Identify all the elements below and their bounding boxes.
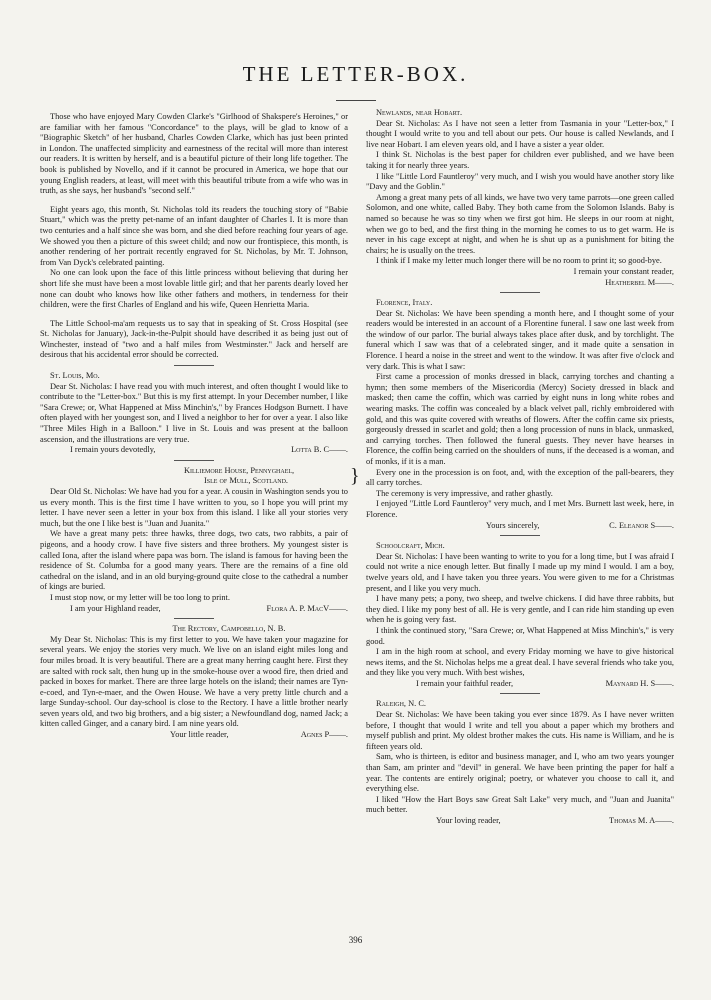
separator-rule xyxy=(174,618,214,619)
letter-body: Dear St. Nicholas: We have been taking you ever since 1879. As I have never written before, I thought that would I write and tell you about a paper which my brothers and myself publish and print. My oldest brother makes the cuts. His name is William, and he is fifteen years old. xyxy=(366,710,674,751)
letter-body: I liked "How the Hart Boys saw Great Salt Lake" very much, and "Juan and Juanita" much better. xyxy=(366,794,674,815)
letter-body: Dear St. Nicholas: We have been spending a month here, and I thought some of your readers would be interested in an account of a Florentine funeral. I saw one last week from the window of our parlor. The burial always takes place after dusk, and by torchlight. The funeral which I saw was that of a celebrated singer, and it made quite a sensation in Florence. I heard a noise in the street and went to the window. It was after five o'clock and very dark. This is what I saw: xyxy=(366,308,674,371)
letter xyxy=(366,699,674,826)
letter xyxy=(366,298,674,531)
letter-signature-row xyxy=(40,730,348,741)
letter-closing: I remain yours devotedly, xyxy=(70,445,156,455)
letter-closing: Your little reader, xyxy=(170,730,229,740)
letter-body: We have a great many pets: three hawks, three dogs, two cats, two rabbits, a pair of pigeons, and a hoody crow. I have five sisters and three brothers. My youngest sister is called Iona, after the island where papa was born. The island is famous for having been the residence of St. Columba for a good many years. There are the remains of a fine old cathedral on the island, and in an old burying-ground quite close to the cathedral a number of kings are buried. xyxy=(40,529,348,592)
letter-body: I like "Little Lord Fauntleroy" very much, and I wish you would have another story like "Davy and the Goblin." xyxy=(366,171,674,192)
letter xyxy=(40,464,360,614)
letter-body: Among a great many pets of all kinds, we have two very tame parrots—one green called Solomon, and one white, called Baby. They both came from the Solomon Islands. Baby is named so because he was so tiny when we first got him. He sleeps in our room at night, when we go to bed, and the first thing in the morning he comes to us to get warm. He is never in his cage except at night, and when he is shut up as a punishment for biting the chairs; he is usually on the trees. xyxy=(366,192,674,255)
letter-body: The ceremony is very impressive, and rather ghastly. xyxy=(376,488,553,498)
letter-body: First came a procession of monks dressed in black, carrying torches and chanting a hymn; then some members of the Misericordia (Mercy) Society dressed in black and masked; then came the coffin, which was carried by eight nuns in long white robes and wearing masks. The coffin was concealed by a black velvet pall, richly embroidered with gold, and this was quite covered with wreaths of flowers. After the coffin came six priests, gorgeously dressed in scarlet and gold; then a long procession of nuns in black, unmasked, and carrying torches. Then followed the funeral guests. They never have hearses in Florence, the coffin being carried on the shoulders of nuns, if the deceased is a woman, and of monks, if it is a man. xyxy=(366,372,674,466)
intro-paragraph: No one can look upon the face of this little princess without believing that during her short life she must have been a most lovable little girl; and that her parents dearly loved her none can doubt who knows how like other fathers and mothers, in tenderness for their children, were the first Charles of England and his wife, Queen Henrietta Maria. xyxy=(40,268,348,310)
title-rule xyxy=(336,100,376,101)
letter-signature: C. Eleanor S——. xyxy=(609,520,674,530)
intro-paragraph: The Little School-ma'am requests us to say that in speaking of St. Cross Hospital (see St. Nicholas for January), Jack-in-the-Pulpit should have described it as being just out of Winchester, instead of "two and a half miles from Westminster." Jack and herself are desirous that his accidental error should be corrected. xyxy=(40,318,348,360)
letter-signature-row xyxy=(40,445,348,456)
intro-paragraph: Eight years ago, this month, St. Nicholas told its readers the touching story of "Babie Stuart," which was the pretty pet-name of an infant daughter of Charles I. It is more than two centuries and a half since she was born, and she died before reaching four years of age. We showed you then a picture of this sweet child; and now our frontispiece, this month, is another rendering of her portrait recently engraved for St. Nicholas, by Mr. T. Johnson, from Van Dyck's celebrated painting. xyxy=(40,204,348,267)
letter-dateline: Newlands, near Hobart. xyxy=(376,108,463,117)
page-number: 396 xyxy=(348,935,363,945)
letter-body: I have many pets; a pony, two sheep, and twelve chickens. I did have three rabbits, but they died. I like my pony best of all. He is very gentle, and I can ride him standing up even when he is going very fast. xyxy=(366,594,674,625)
dateline-line: Killiemore House, Pennyghael, xyxy=(184,465,295,475)
letter-signature: Maynard H. S——. xyxy=(605,678,674,688)
intro-paragraph: Those who have enjoyed Mary Cowden Clarke's "Girlhood of Shakspere's Heroines," or are familiar with her famous "Concordance" to the plays, will be glad to know of a "Biographic Sketch" of her husband, Charles Cowden Clarke, which has just been printed in London. The unaffected simplicity and earnestness of the recital will more than interest our readers. It is written by herself, and is a beautiful picture of their long life together. The book is published by Novello, and if it cannot be procured in America, we hope that our young English readers, at least, will meet with this beautiful tribute from a wife who was in truth, as she says, her husband's "second self." xyxy=(40,112,348,196)
letter-dateline: Schoolcraft, Mich. xyxy=(376,541,445,551)
letter-signature-row xyxy=(366,816,674,827)
letter-signature-row xyxy=(366,679,674,690)
letter-dateline xyxy=(40,464,360,487)
letter-signature: Thomas M. A——. xyxy=(609,816,674,825)
dateline-line: Isle of Mull, Scotland. xyxy=(204,476,289,486)
letter-body: I think the continued story, "Sara Crewe; or, What Happened at Miss Minchin's," is very good. xyxy=(366,625,674,646)
letter-body: Dear St. Nicholas: As I have not seen a letter from Tasmania in your "Letter-box," I thought I would write to you and tell about our pets. Our house is called Newlands, and I live near Hobart. I am eleven years old, and I have a sister a year older. xyxy=(366,118,674,149)
letter-closing: I remain your constant reader, xyxy=(573,266,674,276)
letter-closing: Your loving reader, xyxy=(436,816,501,825)
letter xyxy=(366,108,674,288)
letter xyxy=(40,371,348,456)
letter-signature: Agnes P——. xyxy=(300,730,348,740)
letter-body: I am in the high room at school, and every Friday morning we have to give historical news items, and the St. Nicholas helps me a great deal. I have several friends who take you, and they like you very much. With best wishes, xyxy=(366,647,674,678)
brace-mark: } xyxy=(350,464,360,487)
left-column xyxy=(40,112,360,741)
separator-rule xyxy=(500,292,540,293)
letter-dateline: Raleigh, N. C. xyxy=(376,699,427,709)
letter-body: Dear Old St. Nicholas: We have had you for a year. A cousin in Washington sends you to us every month. This is the first time I have written to you, so I hope you will print my letter. I have never seen a letter in your box from this island. I like all your stories very much, but the one I like best is "Juan and Juanita." xyxy=(40,487,348,528)
letter-signature: Heatherbel M——. xyxy=(605,277,674,287)
letter-body: I enjoyed "Little Lord Fauntleroy" very much, and I met Mrs. Burnett last week, here, in Florence. xyxy=(366,499,674,519)
letter-closing: I am your Highland reader, xyxy=(70,603,161,613)
letter-body: Sam, who is thirteen, is editor and business manager, and I, who am two years younger than Sam, am printer and "devil" in general. We have been printing the paper for half a year. The contents are entirely original; poetry, or whatever you choose to call it, and everything else. xyxy=(366,752,674,794)
letter xyxy=(40,624,348,741)
letter-signature: Lotta B. C——. xyxy=(291,445,348,455)
separator-rule xyxy=(174,365,214,366)
letter-signature-row xyxy=(366,278,674,289)
letter-body: I think if I make my letter much longer there will be no room to print it; so good-bye. xyxy=(376,256,662,266)
letter-dateline: Florence, Italy. xyxy=(376,298,433,308)
letter-body: Every one in the procession is on foot, and, with the exception of the pall-bearers, they all carry torches. xyxy=(366,467,674,488)
letter-body: I think St. Nicholas is the best paper for children ever published, and we have been taking it for nearly three years. xyxy=(366,150,674,170)
separator-rule xyxy=(500,535,540,536)
letter-dateline: The Rectory, Campobello, N. B. xyxy=(172,624,286,634)
letter-body: Dear St. Nicholas: I have read you with much interest, and often thought I would like to contribute to the "Letter-box." But this is my first attempt. In your December number, I like "Sara Crewe; or, What Happened at Miss Minchin's," by Frances Hodgson Burnett. I have often played with her youngest son, and I lived a neighbor to her for over a year. I also like "Three Miles High in a Balloon." I live in St. Louis and was present at the balloon ascension, and the illustrations are very true. xyxy=(40,381,348,444)
right-column xyxy=(366,108,674,827)
separator-rule xyxy=(174,460,214,461)
letter xyxy=(366,541,674,689)
letter-body: Dear St. Nicholas: I have been wanting to write to you for a long time, but I was afraid I could not write a nice enough letter. But finally I made up my mind I would. I am a boy, twelve years old, and I have taken you three years. You were given to me for a Christmas present, and I like you very much. xyxy=(366,551,674,593)
letter-closing: Yours sincerely, xyxy=(486,520,540,530)
letter-signature-row xyxy=(40,604,348,615)
letter-signature-row xyxy=(366,521,674,532)
letter-body: I must stop now, or my letter will be too long to print. xyxy=(50,592,230,602)
letter-closing-row xyxy=(366,267,674,278)
separator-rule xyxy=(500,693,540,694)
letter-closing: I remain your faithful reader, xyxy=(416,678,514,688)
letter-body: My Dear St. Nicholas: This is my first letter to you. We have taken your magazine for several years. We enjoy the stories very much. We live on an island eight miles long and four miles broad. It is very beautiful. There are a great many herring caught here. First they are salted with rock salt, then hung up in the smoke-house over a wood fire, then dried and packed in boxes for market. There are three large hotels on the island; their names are Tyn-e-coed, and Tyn-e-maer, and the Owen House. We have a very pretty little church and a large Sunday-school. Our day-school is close to the Rectory. I have a little brother nearly seven years old, and two big brothers, and a big sister; a Newfoundland dog, named Jack; a kitten called Ginger, and a canary bird. I am nine years old. xyxy=(40,634,348,729)
letter-signature: Flora A. P. MacV——. xyxy=(266,603,348,613)
page-title: THE LETTER-BOX. xyxy=(242,62,469,86)
letter-dateline: St. Louis, Mo. xyxy=(50,371,100,381)
